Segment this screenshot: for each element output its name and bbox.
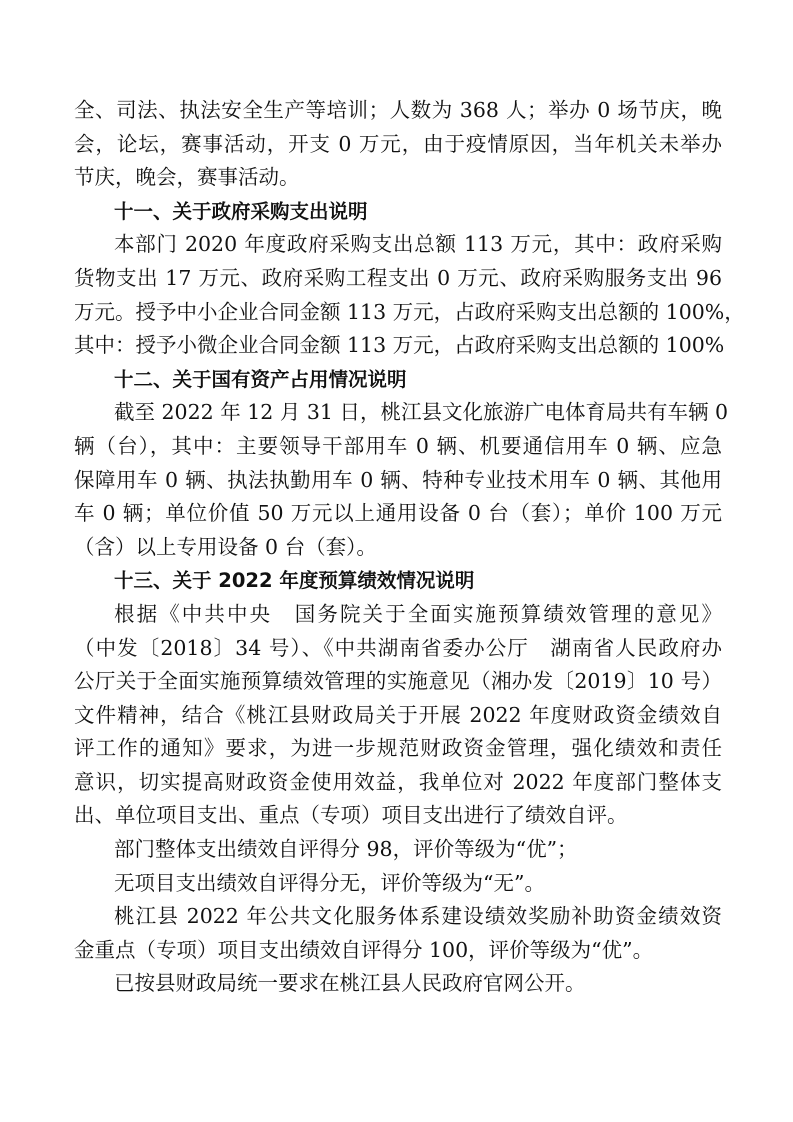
publication-paragraph: 已按县财政局统一要求在桃江县人民政府官网公开。 xyxy=(114,971,586,996)
text-line: 桃江县 2022 年公共文化服务体系建设绩效奖励补助资金绩效资 xyxy=(114,904,722,929)
section-11-heading: 十一、关于政府采购支出说明 xyxy=(114,199,368,223)
project-score-paragraph: 无项目支出绩效自评得分无，评价等级为“无”。 xyxy=(114,870,545,895)
text-line: 意识，切实提高财政资金使用效益，我单位对 2022 年度部门整体支 xyxy=(74,769,722,794)
text-line: 截至 2022 年 12 月 31 日，桃江县文化旅游广电体育局共有车辆 0 xyxy=(114,400,728,425)
text-line: 万元。授予中小企业合同金额 113 万元，占政府采购支出总额的 100%， xyxy=(74,299,745,324)
text-line: 车 0 辆；单位价值 50 万元以上通用设备 0 台（套）；单价 100 万元 xyxy=(74,501,722,526)
text-line: 其中：授予小微企业合同金额 113 万元，占政府采购支出总额的 100% xyxy=(74,333,725,358)
section-12-heading: 十二、关于国有资产占用情况说明 xyxy=(114,367,407,391)
text-line: 本部门 2020 年度政府采购支出总额 113 万元，其中：政府采购 xyxy=(114,232,722,257)
document-page xyxy=(74,94,745,1001)
key-project-score-paragraph xyxy=(74,900,722,967)
text-line: 保障用车 0 辆、执法执勤用车 0 辆、特种专业技术用车 0 辆、其他用 xyxy=(74,467,722,492)
section-12-paragraph xyxy=(74,396,728,564)
text-line: 辆（台），其中：主要领导干部用车 0 辆、机要通信用车 0 辆、应急 xyxy=(74,433,722,458)
text-line: 评工作的通知》要求，为进一步规范财政资金管理，强化绩效和责任 xyxy=(74,736,722,761)
text-line: 金重点（专项）项目支出绩效自评得分 100，评价等级为“优”。 xyxy=(74,937,654,962)
text-line: 公厅关于全面实施预算绩效管理的实施意见（湘办发〔2019〕10 号） xyxy=(74,669,722,694)
text-line: （含）以上专用设备 0 台（套）。 xyxy=(74,534,377,559)
text-line: 会，论坛，赛事活动，开支 0 万元，由于疫情原因，当年机关未举办 xyxy=(74,131,722,156)
section-13-paragraph xyxy=(74,598,722,833)
text-line: （中发〔2018〕34 号）、《中共湖南省委办公厅 湖南省人民政府办 xyxy=(74,635,722,660)
section-13-heading: 十三、关于 2022 年度预算绩效情况说明 xyxy=(114,569,475,593)
section-11-paragraph xyxy=(74,228,745,362)
text-line: 根据《中共中央 国务院关于全面实施预算绩效管理的意见》 xyxy=(114,601,722,626)
intro-paragraph xyxy=(74,94,722,195)
text-line: 节庆，晚会，赛事活动。 xyxy=(74,165,300,190)
text-line: 文件精神，结合《桃江县财政局关于开展 2022 年度财政资金绩效自 xyxy=(74,702,722,727)
text-line: 全、司法、执法安全生产等培训；人数为 368 人；举办 0 场节庆，晚 xyxy=(74,98,722,122)
overall-score-paragraph: 部门整体支出绩效自评得分 98，评价等级为“优”； xyxy=(114,837,578,862)
text-line: 出、单位项目支出、重点（专项）项目支出进行了绩效自评。 xyxy=(74,803,628,828)
text-line: 货物支出 17 万元、政府采购工程支出 0 万元、政府采购服务支出 96 xyxy=(74,265,722,290)
